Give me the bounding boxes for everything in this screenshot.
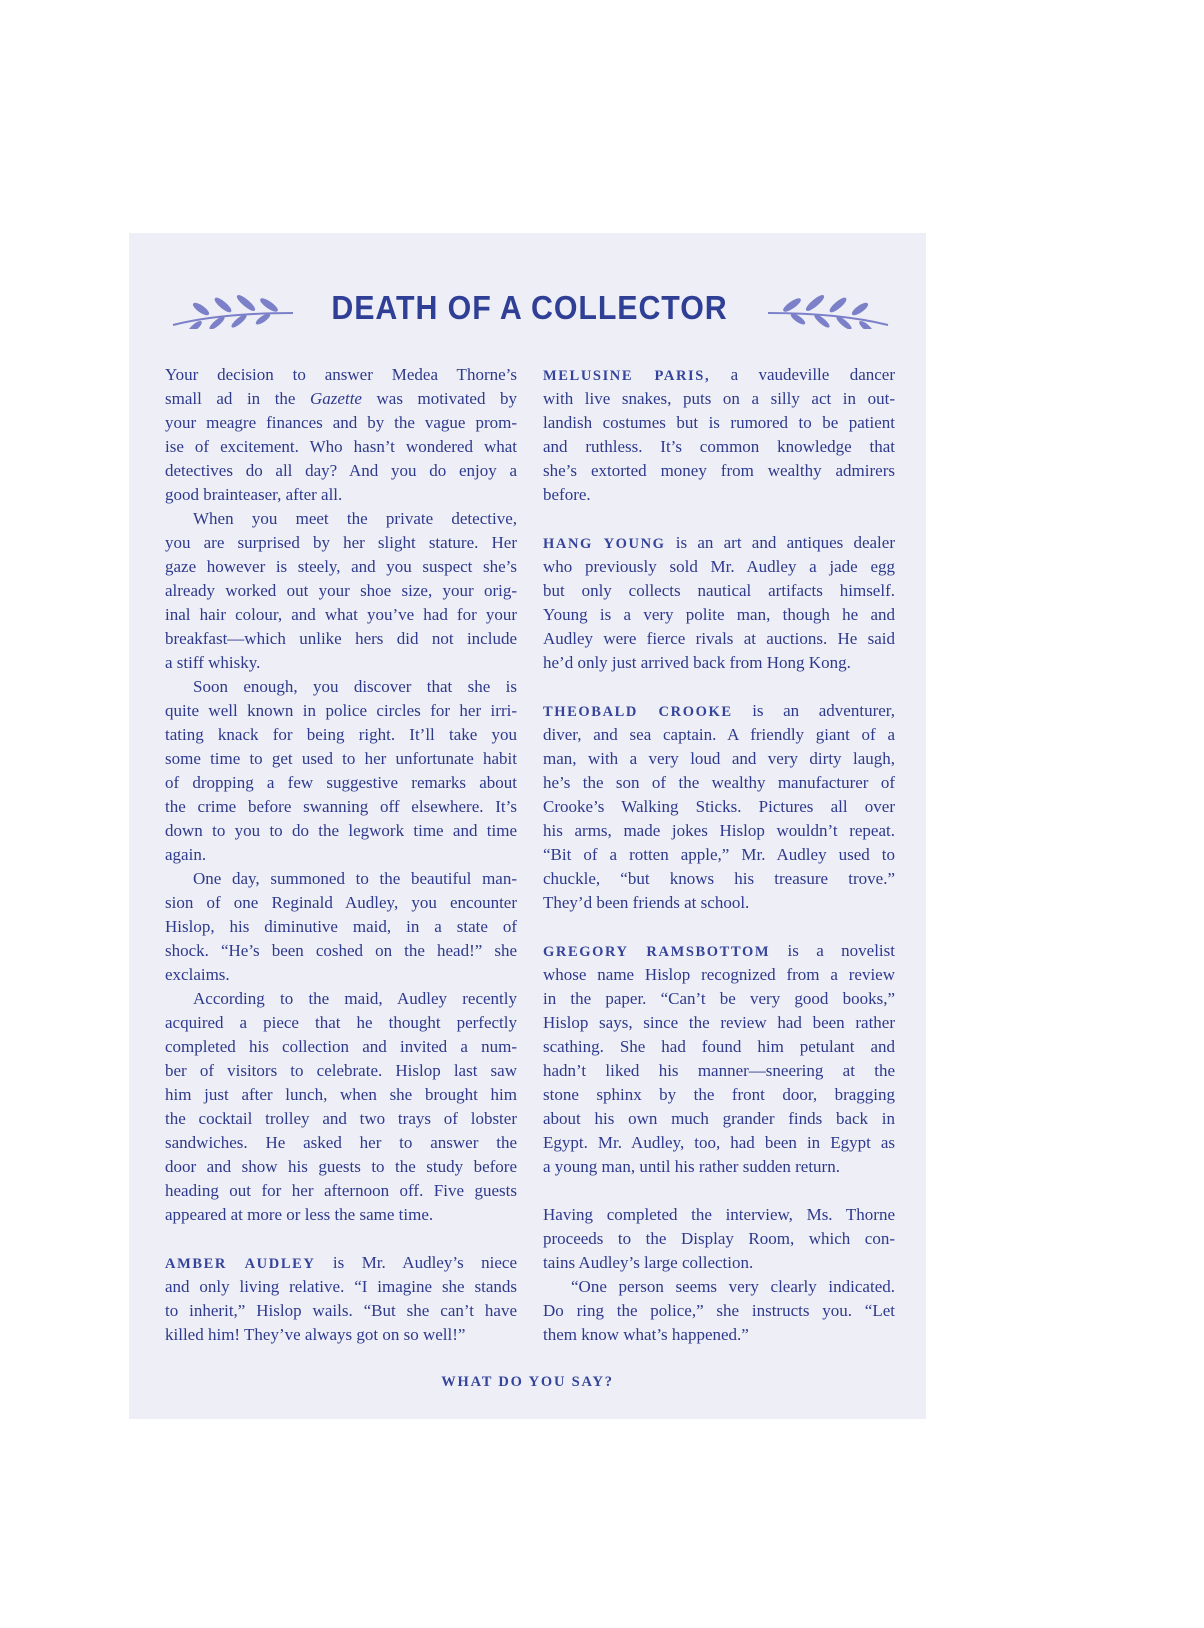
paragraph [543,1275,895,1347]
closing-prompt: WHAT DO YOU SAY? [441,1374,614,1390]
text-line: whose name Hislop recognized from a review [543,965,895,984]
text-line: chuckle, “but knows his treasure trove.” [543,869,895,888]
character-name: HANG YOUNG [543,536,666,552]
text-line: inal hair colour, and what you’ve had for your [165,605,517,624]
text-line: them know what’s happened.” [543,1325,749,1344]
text-line: sion of one Reginald Audley, you encounter [165,893,517,912]
paragraph [543,1203,895,1275]
text-line [543,363,895,387]
text-line: quite well known in police circles for her irri- [165,701,517,720]
text-line: your meagre finances and by the vague prom- [165,413,517,432]
text-line: the crime before swanning off elsewhere. It’s [165,797,517,816]
text-line: appeared at more or less the same time. [165,1205,434,1224]
text-line: completed his collection and invited a num- [165,1037,517,1056]
text-line: Egypt. Mr. Audley, too, had been in Egypt as [543,1133,895,1152]
text-segment: is a novelist [770,941,895,960]
text-line: of dropping a few suggestive remarks about [165,773,517,792]
text-line: and only living relative. “I imagine she stands [165,1277,517,1296]
paragraph [165,867,517,987]
text-line: Having completed the interview, Ms. Thorne [543,1205,895,1224]
text-segment: is Mr. Audley’s niece [315,1253,517,1272]
text-line: exclaims. [165,965,230,984]
text-line: heading out for her afternoon off. Five guests [165,1181,517,1200]
text-line: ise of excitement. Who hasn’t wondered what [165,437,517,456]
text-line: tating knack for being right. It’ll take you [165,725,517,744]
text-line: who previously sold Mr. Audley a jade egg [543,557,895,576]
paragraph [165,987,517,1227]
character-name: THEOBALD CROOKE [543,704,733,720]
text-line: him just after lunch, when she brought him [165,1085,517,1104]
character-name: GREGORY RAMSBOTTOM [543,944,771,960]
paragraph [165,507,517,675]
text-line: According to the maid, Audley recently [193,989,517,1008]
paragraph-gap [543,915,895,939]
text-segment: a vaudeville dancer [710,365,895,384]
text-line: in the paper. “Can’t be very good books,” [543,989,895,1008]
text-line: Audley were fierce rivals at auctions. He said [543,629,895,648]
text-line: shock. “He’s been coshed on the head!” she [165,941,517,960]
page-title: DEATH OF A COLLECTOR [331,289,728,326]
text-line: to inherit,” Hislop wails. “But she can’t have [165,1301,517,1320]
text-line [543,939,895,963]
text-line: man, with a very loud and very dirty laugh, [543,749,895,768]
paragraph [165,1251,517,1347]
left-column [165,363,517,1347]
text-line: he’d only just arrived back from Hong Kong. [543,653,851,672]
text-line: killed him! They’ve always got on so well!” [165,1325,466,1344]
text-line: Your decision to answer Medea Thorne’s [165,365,517,384]
text-line: the cocktail trolley and two trays of lobster [165,1109,517,1128]
text-segment: small ad in the [165,389,311,408]
paragraph-gap [165,1227,517,1251]
text-line: gaze however is steely, and you suspect she’s [165,557,517,576]
text-line: good brainteaser, after all. [165,485,343,504]
text-line: proceeds to the Display Room, which con- [543,1229,895,1248]
text-segment: was motivated by [361,389,518,408]
text-line: with live snakes, puts on a silly act in out- [543,389,895,408]
text-line: she’s extorted money from wealthy admirers [543,461,895,480]
paragraph [543,699,895,915]
text-line: but only collects nautical artifacts himself. [543,581,895,600]
text-line: stone sphinx by the front door, bragging [543,1085,895,1104]
document-page [129,233,926,1419]
text-line: landish costumes but is rumored to be patient [543,413,895,432]
text-line: Hislop says, since the review had been rather [543,1013,895,1032]
text-line: Young is a very polite man, though he and [543,605,895,624]
text-line: Do ring the police,” she instructs you. “Let [543,1301,895,1320]
text-line: Hislop, his diminutive maid, in a state of [165,917,517,936]
text-line: detectives do all day? And you do enjoy a [165,461,517,480]
text-line: some time to get used to her unfortunate habit [165,749,517,768]
text-line: hadn’t liked his manner—sneering at the [543,1061,895,1080]
text-line: already worked out your shoe size, your orig- [165,581,517,600]
paragraph [543,531,895,675]
text-line: about his own much grander finds back in [543,1109,895,1128]
text-line [543,531,895,555]
text-line: Soon enough, you discover that she is [193,677,517,696]
text-line: One day, summoned to the beautiful man- [193,869,517,888]
text-line: scathing. She had found him petulant and [543,1037,895,1056]
text-line: sandwiches. He asked her to answer the [165,1133,517,1152]
text-segment: is an art and antiques dealer [665,533,895,552]
text-line: a young man, until his rather sudden return. [543,1157,840,1176]
text-line: his arms, made jokes Hislop wouldn’t repeat. [543,821,895,840]
text-line: he’s the son of the wealthy manufacturer of [543,773,895,792]
text-line: They’d been friends at school. [543,893,750,912]
paragraph-gap [543,507,895,531]
text-line: you are surprised by her slight stature. Her [165,533,517,552]
text-line: “Bit of a rotten apple,” Mr. Audley used to [543,845,895,864]
text-line: before. [543,485,591,504]
text-line: tains Audley’s large collection. [543,1253,754,1272]
paragraph [165,675,517,867]
right-column [543,363,895,1347]
paragraph [543,939,895,1179]
text-line: and ruthless. It’s common knowledge that [543,437,895,456]
leaf-sprig-left-icon [171,295,296,329]
text-line: a stiff whisky. [165,653,261,672]
character-name: AMBER AUDLEY [165,1256,316,1272]
text-line: again. [165,845,207,864]
leaf-sprig-right-icon [765,295,890,329]
title-row [129,285,926,335]
character-name: MELUSINE PARIS, [543,368,711,384]
paragraph-gap [543,1179,895,1203]
paragraph [543,363,895,507]
text-line: “One person seems very clearly indicated. [571,1277,895,1296]
text-line: down to you to do the legwork time and time [165,821,517,840]
text-segment: is an adventurer, [732,701,896,720]
text-line: diver, and sea captain. A friendly giant of a [543,725,895,744]
text-line: When you meet the private detective, [193,509,517,528]
paragraph-gap [543,675,895,699]
italic-text: Gazette [310,389,362,408]
text-line [165,387,517,411]
paragraph [165,363,517,507]
text-line [543,699,895,723]
text-line [165,1251,517,1275]
text-line: door and show his guests to the study before [165,1157,517,1176]
text-line: Crooke’s Walking Sticks. Pictures all over [543,797,895,816]
text-line: ber of visitors to celebrate. Hislop last saw [165,1061,517,1080]
text-line: breakfast—which unlike hers did not include [165,629,517,648]
text-line: acquired a piece that he thought perfectly [165,1013,517,1032]
